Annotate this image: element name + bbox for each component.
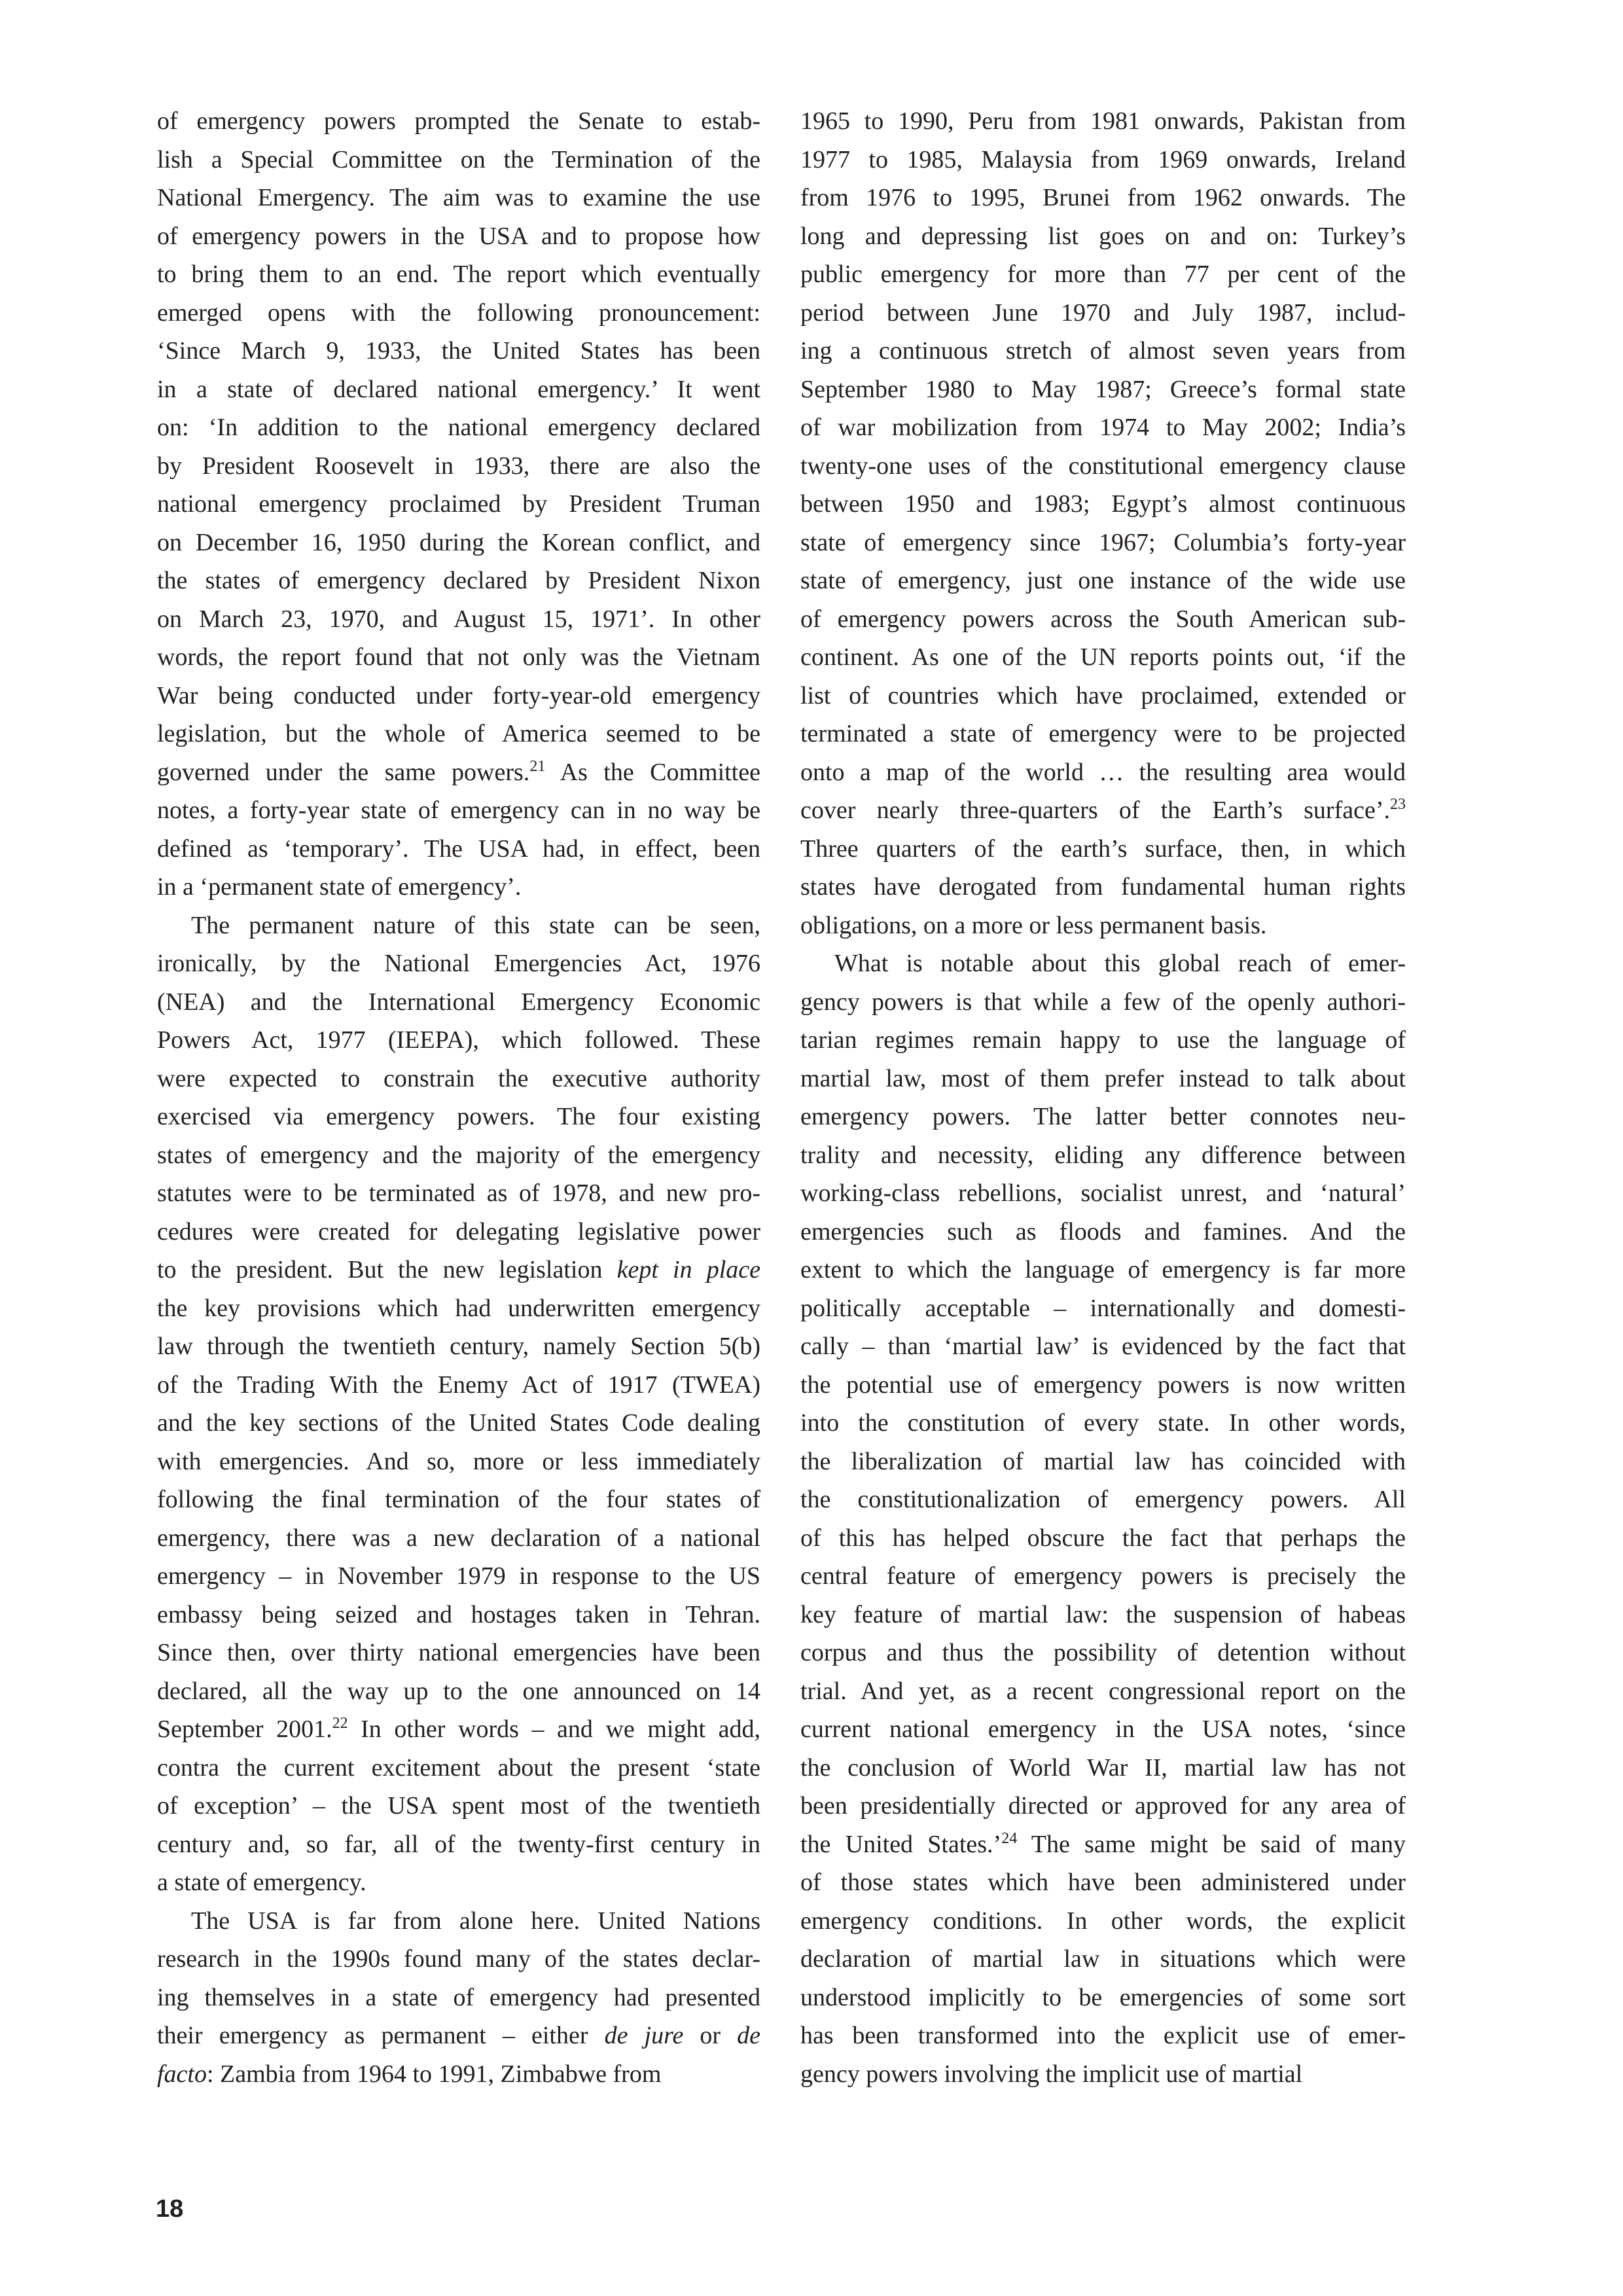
text-line — [157, 1787, 760, 1825]
text-run[interactable]: research in the 1990s found many of the states declar- — [157, 1945, 760, 1973]
text-line — [800, 1060, 1406, 1098]
text-run[interactable]: ‘Since March 9, 1933, the United States has been — [157, 337, 760, 365]
text-line — [157, 1825, 760, 1864]
text-run[interactable]: public emergency for more than 77 per cent of the — [800, 260, 1406, 288]
text-line — [800, 983, 1406, 1022]
text-run[interactable]: extent to which the language of emergency is far more — [800, 1256, 1406, 1283]
text-line — [800, 1634, 1406, 1672]
text-run[interactable]: 1977 to 1985, Malaysia from 1969 onwards, Ireland — [800, 145, 1406, 173]
text-run[interactable]: In other words – and we might add, — [348, 1715, 760, 1743]
text-line — [157, 408, 760, 447]
text-line — [157, 1327, 760, 1366]
text-run[interactable]: emergency, there was a new declaration of a national — [157, 1524, 760, 1552]
text-line — [157, 1940, 760, 1979]
text-run[interactable]: to bring them to an end. The report which eventually — [157, 260, 760, 288]
text-line — [800, 1174, 1406, 1213]
text-run[interactable]: ironically, by the National Emergencies Act, 1976 — [157, 950, 760, 977]
text-line — [157, 1213, 760, 1251]
text-line — [157, 332, 760, 370]
text-run[interactable]: on March 23, 1970, and August 15, 1971’. In other — [157, 605, 760, 633]
text-run[interactable]: following the final termination of the four states of — [157, 1486, 760, 1513]
text-run[interactable]: What is notable about this global reach of emer- — [834, 950, 1406, 977]
text-run[interactable]: been presidentially directed or approved for any area of — [800, 1792, 1406, 1820]
text-line — [157, 485, 760, 524]
paragraph — [800, 944, 1406, 2093]
text-line — [157, 1596, 760, 1634]
text-run[interactable]: into the constitution of every state. In other words, — [800, 1409, 1406, 1437]
text-run[interactable]: emergency powers. The latter better connotes neu- — [800, 1103, 1406, 1130]
text-run[interactable]: defined as ‘temporary’. The USA had, in effect, been — [157, 834, 760, 863]
text-run[interactable]: cally – than ‘martial law’ is evidenced by the fact that — [800, 1333, 1406, 1360]
text-line — [157, 1710, 760, 1749]
text-run[interactable]: corpus and thus the possibility of detention without — [800, 1639, 1406, 1666]
text-run[interactable]: national emergency proclaimed by President Truman — [157, 490, 760, 518]
text-line — [800, 1902, 1406, 1941]
text-run[interactable]: terminated a state of emergency were to be projected — [800, 720, 1406, 747]
text-line — [800, 1366, 1406, 1405]
text-run[interactable]: or — [683, 2022, 738, 2049]
text-line — [800, 1213, 1406, 1251]
text-line — [800, 1136, 1406, 1175]
text-run[interactable]: to the president. But the new legislation — [157, 1256, 617, 1283]
text-line — [157, 753, 760, 792]
text-line — [800, 715, 1406, 753]
text-line — [800, 868, 1406, 906]
text-line — [157, 524, 760, 562]
text-run[interactable]: of the Trading With the Enemy Act of 1917 (TWEA) — [157, 1371, 760, 1399]
text-run[interactable]: their emergency as permanent – either — [157, 2022, 605, 2049]
text-line — [800, 1863, 1406, 1902]
text-line — [157, 1289, 760, 1328]
text-line — [800, 906, 1406, 945]
text-run[interactable]: long and depressing list goes on and on: Turkey’s — [800, 222, 1406, 250]
text-run[interactable]: with emergencies. And so, more or less immediately — [157, 1447, 760, 1475]
text-line — [800, 600, 1406, 639]
text-run[interactable]: central feature of emergency powers is precisely the — [800, 1562, 1406, 1590]
text-run[interactable]: As the Committee — [545, 758, 760, 786]
text-line — [800, 102, 1406, 141]
text-run[interactable]: current national emergency in the USA notes, ‘since — [800, 1715, 1406, 1743]
text-run[interactable]: key feature of martial law: the suspension of habeas — [800, 1600, 1406, 1628]
text-run[interactable]: exercised via emergency powers. The four existing — [157, 1103, 760, 1130]
text-run[interactable]: Powers Act, 1977 (IEEPA), which followed. These — [157, 1026, 760, 1054]
text-line — [157, 791, 760, 830]
text-line — [800, 1825, 1406, 1864]
text-run[interactable]: contra the current excitement about the present ‘state — [157, 1753, 760, 1782]
text-run[interactable]: onto a map of the world … the resulting area would — [800, 758, 1406, 786]
text-line — [800, 255, 1406, 294]
text-run[interactable]: National Emergency. The aim was to examine the use — [157, 184, 760, 211]
text-line — [157, 830, 760, 869]
text-run[interactable]: understood implicitly to be emergencies of some sort — [800, 1983, 1406, 2011]
text-run[interactable]: lish a Special Committee on the Termination of the — [157, 145, 760, 173]
text-run[interactable]: continent. As one of the UN reports points out, ‘if the — [800, 643, 1406, 671]
text-run[interactable]: cover nearly three-quarters of the Earth’s surface’. — [800, 797, 1390, 824]
text-run[interactable]: tarian regimes remain happy to use the language of — [800, 1026, 1406, 1054]
text-line — [800, 141, 1406, 179]
text-line — [157, 715, 760, 753]
text-line — [800, 1289, 1406, 1328]
text-line — [800, 447, 1406, 486]
italic-text: facto — [157, 2060, 207, 2088]
text-run[interactable]: state of emergency, just one instance of the wide use — [800, 567, 1406, 594]
text-line — [800, 1098, 1406, 1136]
text-line — [800, 677, 1406, 715]
text-line — [800, 485, 1406, 524]
text-run[interactable]: in a ‘permanent state of emergency’. — [157, 873, 522, 901]
text-line — [157, 447, 760, 486]
text-line — [157, 1443, 760, 1481]
text-run[interactable]: gency powers involving the implicit use of martial — [800, 2060, 1303, 2088]
text-line — [157, 638, 760, 677]
text-line — [157, 1902, 760, 1941]
text-run[interactable]: law through the twentieth century, namely Section 5(b) — [157, 1333, 760, 1360]
text-run[interactable]: War being conducted under forty-year-old emergency — [157, 681, 760, 709]
text-line — [157, 906, 760, 945]
text-run[interactable]: ing themselves in a state of emergency had presented — [157, 1983, 760, 2011]
text-line — [800, 2017, 1406, 2055]
text-run[interactable]: emergency conditions. In other words, the explicit — [800, 1907, 1406, 1935]
text-line — [157, 102, 760, 141]
text-line — [157, 600, 760, 639]
text-run[interactable]: (NEA) and the International Emergency Economic — [157, 988, 760, 1016]
text-run[interactable]: twenty-one uses of the constitutional emergency clause — [800, 452, 1406, 480]
text-line — [800, 370, 1406, 409]
text-run[interactable]: ing a continuous stretch of almost seven years from — [800, 337, 1406, 365]
text-run[interactable]: trality and necessity, eliding any difference between — [800, 1141, 1406, 1169]
footnote-ref[interactable]: 21 — [529, 757, 546, 775]
text-run[interactable]: 1965 to 1990, Peru from 1981 onwards, Pakistan from — [800, 107, 1406, 135]
text-run[interactable]: states of emergency and the majority of the emergency — [157, 1141, 760, 1169]
text-line — [800, 638, 1406, 677]
text-run[interactable]: of this has helped obscure the fact that perhaps the — [800, 1524, 1406, 1552]
text-run[interactable]: notes, a forty-year state of emergency can in no way be — [157, 797, 760, 824]
right-column — [800, 102, 1406, 2093]
text-run[interactable]: cedures were created for delegating legislative power — [157, 1217, 760, 1246]
paragraph — [157, 1902, 760, 2094]
text-run[interactable]: obligations, on a more or less permanent basis. — [800, 911, 1267, 939]
text-run[interactable]: were expected to constrain the executive authority — [157, 1064, 760, 1092]
text-run[interactable]: September 2001. — [157, 1715, 332, 1743]
text-line — [800, 1979, 1406, 2017]
text-run[interactable]: statutes were to be terminated as of 1978, and new pro- — [157, 1179, 760, 1207]
page-number: 18 — [156, 2195, 184, 2223]
text-run[interactable]: the key provisions which had underwritten emergency — [157, 1294, 760, 1322]
text-run[interactable]: declared, all the way up to the one announced on 14 — [157, 1677, 760, 1705]
text-line — [800, 830, 1406, 869]
text-run[interactable]: from 1976 to 1995, Brunei from 1962 onwards. The — [800, 184, 1406, 211]
text-line — [800, 1940, 1406, 1979]
text-run[interactable]: period between June 1970 and July 1987, includ- — [800, 298, 1406, 327]
text-line — [157, 1174, 760, 1213]
text-line — [157, 1749, 760, 1787]
text-run[interactable]: politically acceptable – internationally and domesti- — [800, 1294, 1406, 1322]
text-line — [800, 332, 1406, 370]
text-run[interactable]: Three quarters of the earth’s surface, then, in which — [800, 834, 1406, 863]
text-line — [800, 294, 1406, 332]
text-line — [157, 179, 760, 217]
text-run[interactable]: has been transformed into the explicit use of emer- — [800, 2022, 1406, 2049]
text-line — [157, 1557, 760, 1596]
text-run[interactable]: by President Roosevelt in 1933, there are also the — [157, 452, 760, 480]
text-line — [157, 1979, 760, 2017]
text-run[interactable]: The USA is far from alone here. United Nations — [191, 1907, 760, 1935]
text-line — [157, 983, 760, 1022]
text-run[interactable]: legislation, but the whole of America seemed to be — [157, 720, 760, 747]
text-line — [157, 1136, 760, 1175]
text-line — [157, 2017, 760, 2055]
text-run[interactable]: martial law, most of them prefer instead to talk about — [800, 1064, 1406, 1092]
text-run[interactable]: governed under the same powers. — [157, 758, 530, 786]
text-line — [157, 370, 760, 409]
text-line — [157, 217, 760, 256]
text-line — [800, 217, 1406, 256]
text-run[interactable]: the liberalization of martial law has coincided with — [800, 1447, 1406, 1475]
footnote-ref[interactable]: 22 — [332, 1715, 348, 1732]
italic-text: de jure — [604, 2022, 684, 2049]
paragraph — [157, 906, 760, 1902]
text-line — [800, 408, 1406, 447]
text-line — [800, 753, 1406, 792]
text-run[interactable]: emergencies such as floods and famines. And the — [800, 1217, 1406, 1246]
text-run[interactable]: declaration of martial law in situations which were — [800, 1945, 1406, 1973]
text-line — [800, 179, 1406, 217]
text-run[interactable]: a state of emergency. — [157, 1869, 366, 1896]
text-run[interactable]: the states of emergency declared by President Nixon — [157, 567, 760, 594]
text-run[interactable]: century and, so far, all of the twenty-first century in — [157, 1830, 760, 1858]
text-run[interactable]: gency powers is that while a few of the openly authori- — [800, 988, 1406, 1016]
text-run[interactable]: the United States.’ — [800, 1830, 1002, 1858]
text-line — [800, 1710, 1406, 1749]
text-line — [157, 1863, 760, 1902]
text-line — [800, 791, 1406, 830]
italic-text: de — [737, 2022, 760, 2049]
left-column — [157, 102, 760, 2093]
text-line — [157, 1404, 760, 1443]
text-line — [800, 524, 1406, 562]
text-run[interactable]: of exception’ – the USA spent most of the twentieth — [157, 1792, 760, 1820]
text-line — [800, 1480, 1406, 1519]
text-line — [157, 1366, 760, 1405]
text-line — [157, 1480, 760, 1519]
text-line — [800, 1021, 1406, 1060]
text-line — [157, 868, 760, 906]
text-line — [157, 255, 760, 294]
text-run[interactable]: words, the report found that not only was the Vietnam — [157, 643, 760, 671]
text-line — [800, 1596, 1406, 1634]
text-line — [800, 1404, 1406, 1443]
paragraph — [800, 102, 1406, 944]
text-run[interactable]: the constitutionalization of emergency powers. All — [800, 1486, 1406, 1513]
text-line — [800, 2055, 1406, 2094]
text-line — [157, 141, 760, 179]
text-run[interactable]: the potential use of emergency powers is now written — [800, 1371, 1406, 1399]
text-line — [800, 1519, 1406, 1558]
text-run[interactable]: : Zambia from 1964 to 1991, Zimbabwe from — [206, 2060, 662, 2088]
text-run[interactable]: Since then, over thirty national emergencies have been — [157, 1639, 760, 1666]
text-line — [157, 1251, 760, 1289]
text-line — [800, 1327, 1406, 1366]
text-run[interactable]: states have derogated from fundamental human rights — [800, 873, 1406, 901]
text-run[interactable]: working-class rebellions, socialist unrest, and ‘natural’ — [800, 1179, 1406, 1207]
text-line — [800, 1787, 1406, 1825]
text-run[interactable]: in a state of declared national emergency.’ It went — [157, 375, 760, 403]
text-run[interactable]: state of emergency since 1967; Columbia’s forty-year — [800, 528, 1406, 556]
text-line — [157, 1021, 760, 1060]
text-line — [157, 944, 760, 983]
text-line — [157, 1672, 760, 1711]
text-line — [800, 1672, 1406, 1711]
text-run[interactable]: and the key sections of the United States Code dealing — [157, 1409, 760, 1437]
text-line — [157, 1519, 760, 1558]
text-line — [800, 944, 1406, 983]
text-run[interactable]: of emergency powers prompted the Senate to estab- — [157, 107, 760, 135]
text-line — [157, 562, 760, 600]
text-line — [157, 1098, 760, 1136]
text-run[interactable]: between 1950 and 1983; Egypt’s almost continuous — [800, 490, 1406, 518]
text-run[interactable]: emerged opens with the following pronouncement: — [157, 298, 760, 327]
text-run[interactable]: on: ‘In addition to the national emergency declared — [157, 414, 760, 441]
text-run[interactable]: of war mobilization from 1974 to May 2002; India’s — [800, 414, 1406, 441]
text-line — [800, 562, 1406, 600]
text-run[interactable]: of emergency powers in the USA and to propose how — [157, 222, 760, 250]
footnote-ref[interactable]: 23 — [1390, 796, 1406, 813]
text-run[interactable]: of emergency powers across the South American sub- — [800, 605, 1406, 633]
text-line — [157, 2055, 760, 2094]
text-run[interactable]: on December 16, 1950 during the Korean conflict, and — [157, 528, 760, 556]
text-run[interactable]: the conclusion of World War II, martial law has not — [800, 1753, 1406, 1782]
text-run[interactable]: The permanent nature of this state can be seen, — [191, 911, 760, 939]
italic-text: kept in place — [616, 1256, 761, 1283]
text-line — [157, 1634, 760, 1672]
text-line — [157, 1060, 760, 1098]
text-run[interactable]: of those states which have been administered under — [800, 1869, 1406, 1896]
text-run[interactable]: September 1980 to May 1987; Greece’s formal state — [800, 375, 1406, 403]
paragraph — [157, 102, 760, 906]
text-run[interactable]: trial. And yet, as a recent congressional report on the — [800, 1677, 1406, 1705]
text-run[interactable]: emergency – in November 1979 in response to the US — [157, 1562, 760, 1590]
text-line — [800, 1557, 1406, 1596]
text-run[interactable]: The same might be said of many — [1017, 1830, 1406, 1858]
text-line — [800, 1443, 1406, 1481]
text-line — [157, 294, 760, 332]
text-line — [800, 1749, 1406, 1787]
text-run[interactable]: embassy being seized and hostages taken in Tehran. — [157, 1600, 760, 1628]
text-line — [157, 677, 760, 715]
text-line — [800, 1251, 1406, 1289]
footnote-ref[interactable]: 24 — [1001, 1829, 1018, 1847]
text-run[interactable]: list of countries which have proclaimed, extended or — [800, 681, 1406, 709]
